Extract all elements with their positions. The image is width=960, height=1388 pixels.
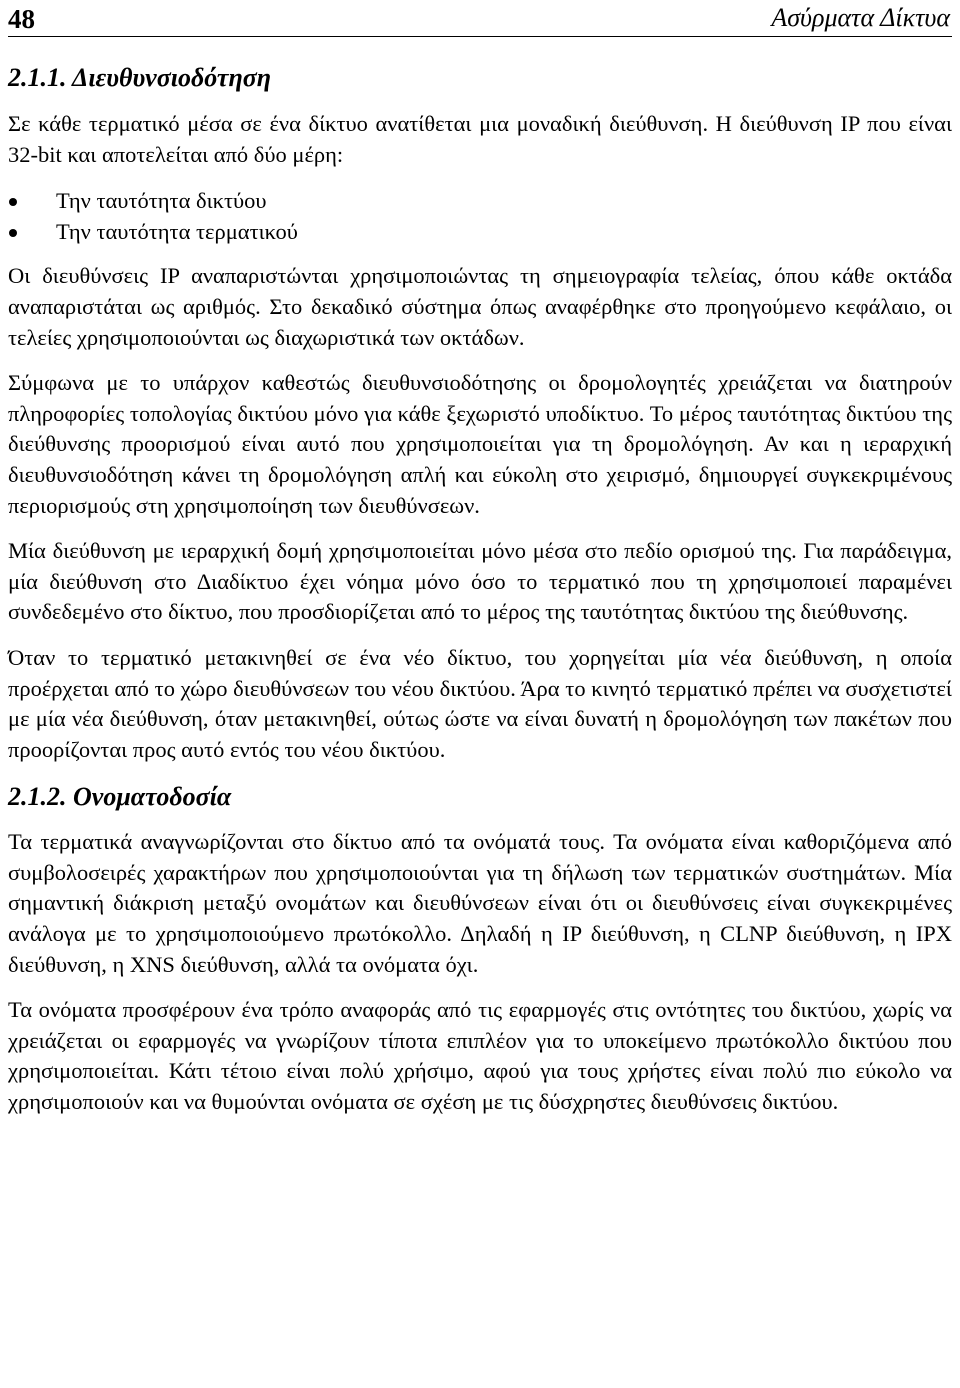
- list-item: [8, 186, 952, 217]
- section-title-naming: 2.1.2. Ονοματοδοσία: [8, 782, 232, 812]
- section-title-addressing: 2.1.1. Διευθυνσιοδότηση: [8, 63, 272, 92]
- paragraph: Σύμφωνα με το υπάρχον καθεστώς διευθυνσιοδότησης οι δρομολογητές χρειάζεται να διατηρούν πληροφορίες τοπολογίας δικτύου μόνο για κάθε ξεχωριστό υποδίκτυο. Το μέρος ταυτότητας δικτύου της διεύθυνσης προορισμού είναι αυτό που χρησιμοποιείται για τη δρομολόγηση. Αν και η ιεραρχική διευθυνσιοδότηση κάνει τη δρομολόγηση απλή και εύκολη στο χειρισμό, δημιουργεί συγκεκριμένους περιορισμούς στη χρησιμοποίηση των διευθύνσεων.: [8, 370, 952, 518]
- bullet-icon: [9, 198, 17, 206]
- page-number: 48: [8, 4, 35, 34]
- paragraph: Οι διευθύνσεις IP αναπαριστώνται χρησιμοποιώντας τη σημειογραφία τελείας, όπου κάθε οκτάδα αναπαριστάται ως αριθμός. Στο δεκαδικό σύστημα όπως αναφέρθηκε στο προηγούμενο κεφάλαιο, οι τελείες χρησιμοποιούνται ως διαχωριστικά των οκτάδων.: [8, 263, 952, 350]
- running-title: Ασύρματα Δίκτυα: [771, 3, 950, 32]
- list-item: [8, 217, 952, 248]
- list-item-text: Την ταυτότητα τερματικού: [56, 218, 298, 244]
- paragraph-intro: Σε κάθε τερματικό μέσα σε ένα δίκτυο ανατίθεται μια μοναδική διεύθυνση. Η διεύθυνση IP που είναι 32-bit και αποτελείται από δύο μέρη:: [8, 111, 952, 167]
- paragraph: Τα ονόματα προσφέρουν ένα τρόπο αναφοράς από τις εφαρμογές στις οντότητες του δικτύου, χωρίς να χρειάζεται οι εφαρμογές να γνωρίζουν τίποτα επιπλέον για το υποκείμενο πρωτόκολλο δικτύου που χρησιμοποιείται. Κάτι τέτοιο είναι πολύ χρήσιμο, αφού για τους χρήστες είναι πολύ πιο εύκολο να χρησιμοποιούν και να θυμούνται ονόματα σε σχέση με τις δύσχρηστες διευθύνσεις δικτύου.: [8, 997, 952, 1115]
- paragraph: Όταν το τερματικό μετακινηθεί σε ένα νέο δίκτυο, του χορηγείται μία νέα διεύθυνση, η οποία προέρχεται από το χώρο διευθύνσεων του νέου δικτύου. Άρα το κινητό τερματικό πρέπει να συσχετιστεί με μία νέα διεύθυνση, όταν μετακινηθεί, ούτως ώστε να είναι δυνατή η δρομολόγηση των πακέτων που προορίζονται προς αυτό εντός του νέου δικτύου.: [8, 644, 952, 762]
- paragraph: Τα τερματικά αναγνωρίζονται στο δίκτυο από τα ονόματά τους. Τα ονόματα είναι καθοριζόμενα από συμβολοσειρές χαρακτήρων που χρησιμοποιούνται για τη δήλωση των τερματικών συστημάτων. Μία σημαντική διάκριση μεταξύ ονομάτων και διευθύνσεων είναι ότι οι διευθύνσεις είναι συγκεκριμένες ανάλογα με το χρησιμοποιούμενο πρωτόκολλο. Δηλαδή η IP διεύθυνση, η CLNP διεύθυνση, η IPX διεύθυνση, η XNS διεύθυνση, αλλά τα ονόματα όχι.: [8, 829, 952, 977]
- list-item-text: Την ταυτότητα δικτύου: [56, 188, 267, 214]
- paragraph: Μία διεύθυνση με ιεραρχική δομή χρησιμοποιείται μόνο μέσα στο πεδίο ορισμού της. Για παράδειγμα, μία διεύθυνση στο Διαδίκτυο έχει νόημα μόνο όσο το τερματικό που τη χρησιμοποιεί παραμένει συνδεδεμένο στο δίκτυο, που προσδιορίζεται από το μέρος της ταυτότητας δικτύου της διεύθυνσης.: [8, 538, 952, 625]
- bullet-icon: [9, 229, 17, 237]
- page-header: [8, 0, 952, 37]
- page-content: [8, 60, 952, 1118]
- bullet-list: [8, 186, 952, 247]
